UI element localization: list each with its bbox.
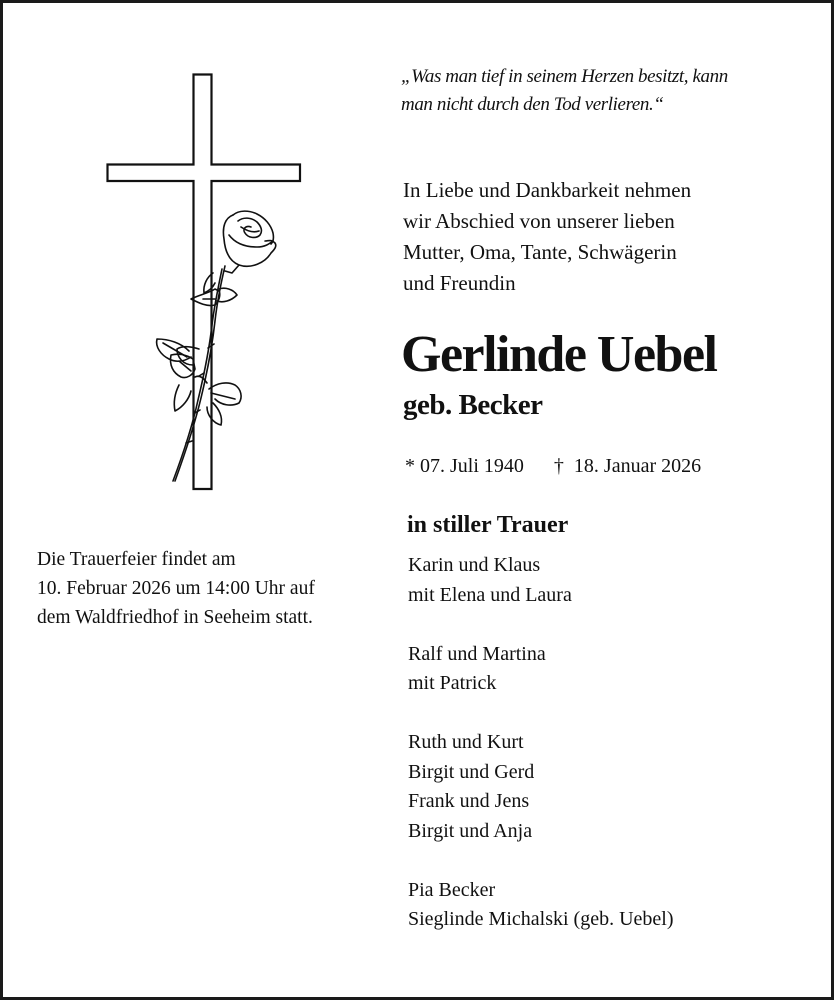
- mourner-group: [408, 728, 674, 846]
- quote-line: man nicht durch den Tod verlieren.“: [401, 94, 664, 115]
- mourner-line: Sieglinde Michalski (geb. Uebel): [408, 908, 674, 930]
- mourner-line: mit Elena und Laura: [408, 583, 572, 606]
- quote-line: „Was man tief in seinem Herzen besitzt, kann: [401, 66, 728, 87]
- mourner-line: mit Patrick: [408, 672, 497, 694]
- mourner-line: Frank und Jens: [408, 790, 530, 812]
- mourning-heading: in stiller Trauer: [407, 512, 569, 538]
- memorial-quote: [401, 63, 781, 119]
- mourner-line: Ralf und Martina: [408, 642, 546, 665]
- mourner-group: [408, 876, 674, 935]
- intro-line: wir Abschied von unserer lieben: [403, 209, 675, 233]
- mourners-list: [408, 551, 674, 964]
- death-date: 18. Januar 2026: [573, 455, 702, 477]
- mourner-group: [408, 551, 674, 610]
- farewell-intro: [403, 175, 803, 299]
- funeral-info: [37, 545, 377, 632]
- intro-line: In Liebe und Dankbarkeit nehmen: [403, 178, 692, 202]
- maiden-name: geb. Becker: [403, 389, 543, 421]
- funeral-line: Die Trauerfeier findet am: [37, 549, 236, 570]
- intro-line: und Freundin: [403, 271, 516, 295]
- deceased-name: Gerlinde Uebel: [401, 326, 717, 383]
- death-cross-icon: †: [553, 455, 564, 477]
- intro-line: Mutter, Oma, Tante, Schwägerin: [403, 240, 677, 264]
- mourner-line: Birgit und Anja: [408, 819, 533, 842]
- mourner-line: Ruth und Kurt: [408, 731, 524, 753]
- cross-with-rose-icon: [98, 68, 318, 498]
- birth-date: * 07. Juli 1940: [405, 455, 524, 477]
- mourner-line: Karin und Klaus: [408, 554, 541, 576]
- mourner-line: Pia Becker: [408, 878, 496, 901]
- mourner-group: [408, 640, 674, 699]
- funeral-line: dem Waldfriedhof in Seeheim statt.: [37, 607, 313, 628]
- funeral-line: 10. Februar 2026 um 14:00 Uhr auf: [37, 578, 315, 599]
- mourner-line: Birgit und Gerd: [408, 760, 535, 783]
- life-dates: [405, 452, 701, 480]
